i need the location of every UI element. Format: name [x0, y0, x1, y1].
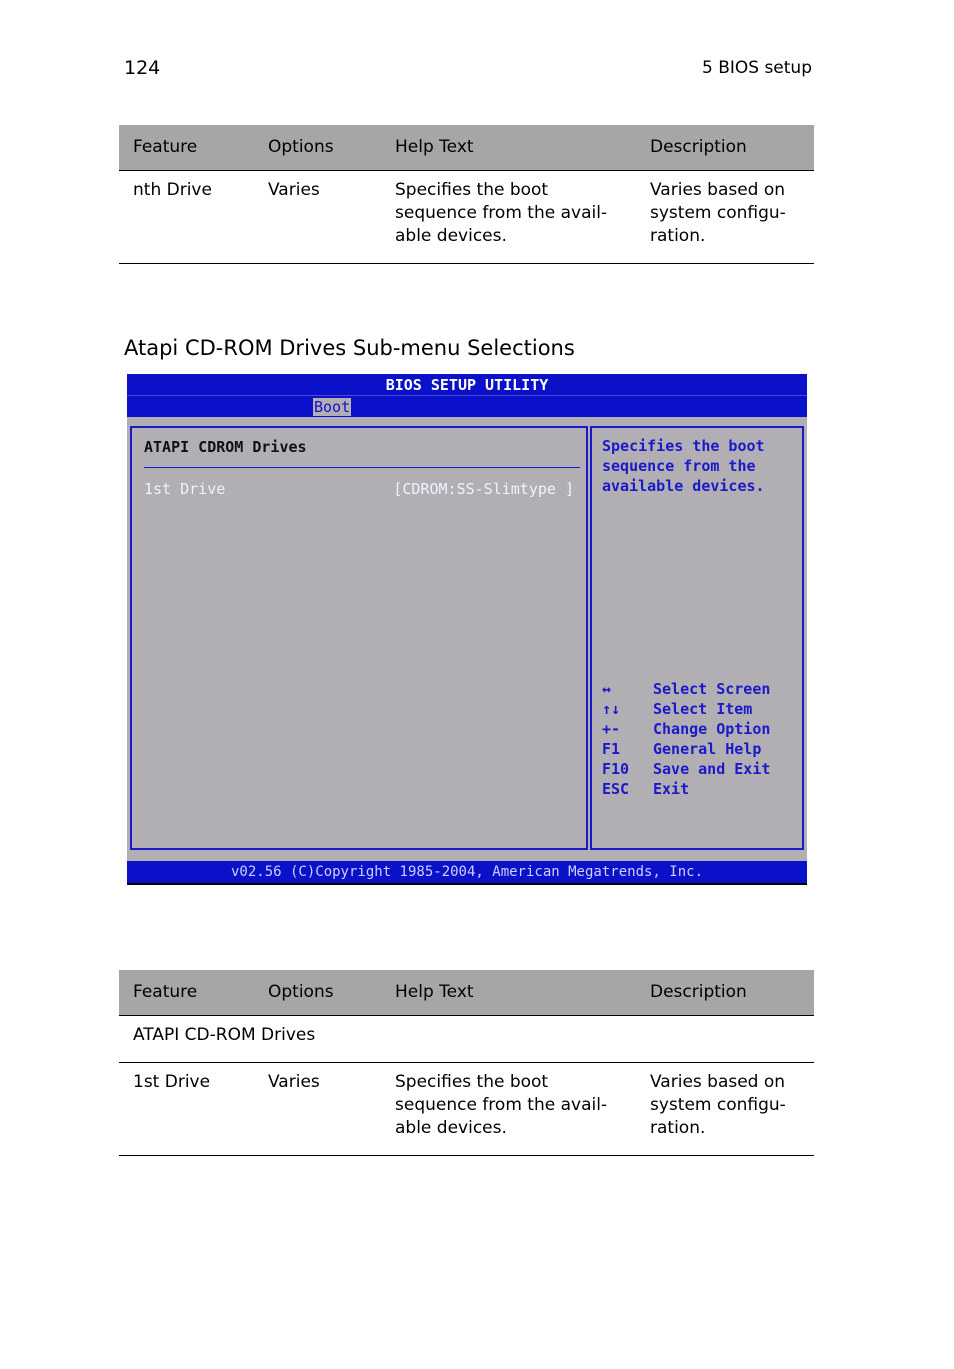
bios-title-bar: BIOS SETUP UTILITY: [127, 374, 807, 395]
key-label: F10: [602, 760, 630, 778]
column-header-feature: Feature: [119, 125, 254, 171]
key-description: Save and Exit: [653, 760, 771, 778]
key-description: Select Screen: [653, 680, 771, 698]
table-row: [119, 1063, 814, 1156]
table-header: [119, 125, 814, 171]
column-header-options: Options: [254, 125, 381, 171]
column-header-help-text: Help Text: [381, 970, 636, 1016]
cell-description: Varies based on system configu-ration.: [636, 171, 814, 264]
key-label: ESC: [602, 780, 630, 798]
help-text-line: available devices.: [602, 477, 765, 495]
cell-help-text: [381, 1063, 636, 1156]
bios-main-panel: [130, 426, 588, 850]
key-label: +-: [602, 720, 621, 738]
key-label: ↑↓: [602, 700, 621, 718]
bios-item-1st-drive-value[interactable]: [CDROM:SS-Slimtype ]: [393, 480, 574, 498]
table-header: [119, 970, 814, 1016]
feature-table-2: [119, 970, 814, 1156]
chapter-title: 5 BIOS setup: [701, 58, 812, 78]
bios-item-1st-drive-label[interactable]: 1st Drive: [144, 480, 226, 498]
table-group-row: [119, 1016, 814, 1063]
key-description: General Help: [653, 740, 762, 758]
help-text-value: Specifies the boot sequence from the avail-able devices.: [395, 1072, 608, 1138]
key-description: Exit: [653, 780, 690, 798]
bios-screen: [127, 374, 807, 885]
bios-help-panel: [590, 426, 804, 850]
bios-menu-bar: [127, 395, 807, 417]
cell-description: Varies based on system configu-ration.: [636, 1063, 814, 1156]
divider: [144, 467, 580, 468]
section-title: Atapi CD-ROM Drives Sub-menu Selections: [124, 336, 575, 360]
page-number: 124: [124, 57, 161, 79]
key-description: Change Option: [653, 720, 771, 738]
column-header-feature: Feature: [119, 970, 254, 1016]
group-row-label: ATAPI CD-ROM Drives: [119, 1016, 814, 1063]
bios-footer: v02.56 (C)Copyright 1985-2004, American Megatrends, Inc.: [127, 861, 807, 885]
key-label: ↔: [602, 680, 612, 698]
cell-options: Varies: [254, 171, 381, 264]
cell-feature: nth Drive: [119, 171, 254, 264]
tab-boot[interactable]: Boot: [314, 398, 351, 416]
column-header-description: Description: [636, 125, 814, 171]
table-row: [119, 171, 814, 264]
cell-help-text: [381, 171, 636, 264]
bios-panel-heading: ATAPI CDROM Drives: [144, 438, 307, 456]
help-text-value: Specifies the boot sequence from the avail-able devices.: [395, 180, 608, 246]
feature-table-1: [119, 125, 814, 264]
help-text-line: Specifies the boot: [602, 437, 765, 455]
column-header-help-text: Help Text: [381, 125, 636, 171]
column-header-description: Description: [636, 970, 814, 1016]
cell-options: Varies: [254, 1063, 381, 1156]
key-description: Select Item: [653, 700, 753, 718]
column-header-options: Options: [254, 970, 381, 1016]
cell-feature: 1st Drive: [119, 1063, 254, 1156]
key-label: F1: [602, 740, 621, 758]
help-text-line: sequence from the: [602, 457, 756, 475]
